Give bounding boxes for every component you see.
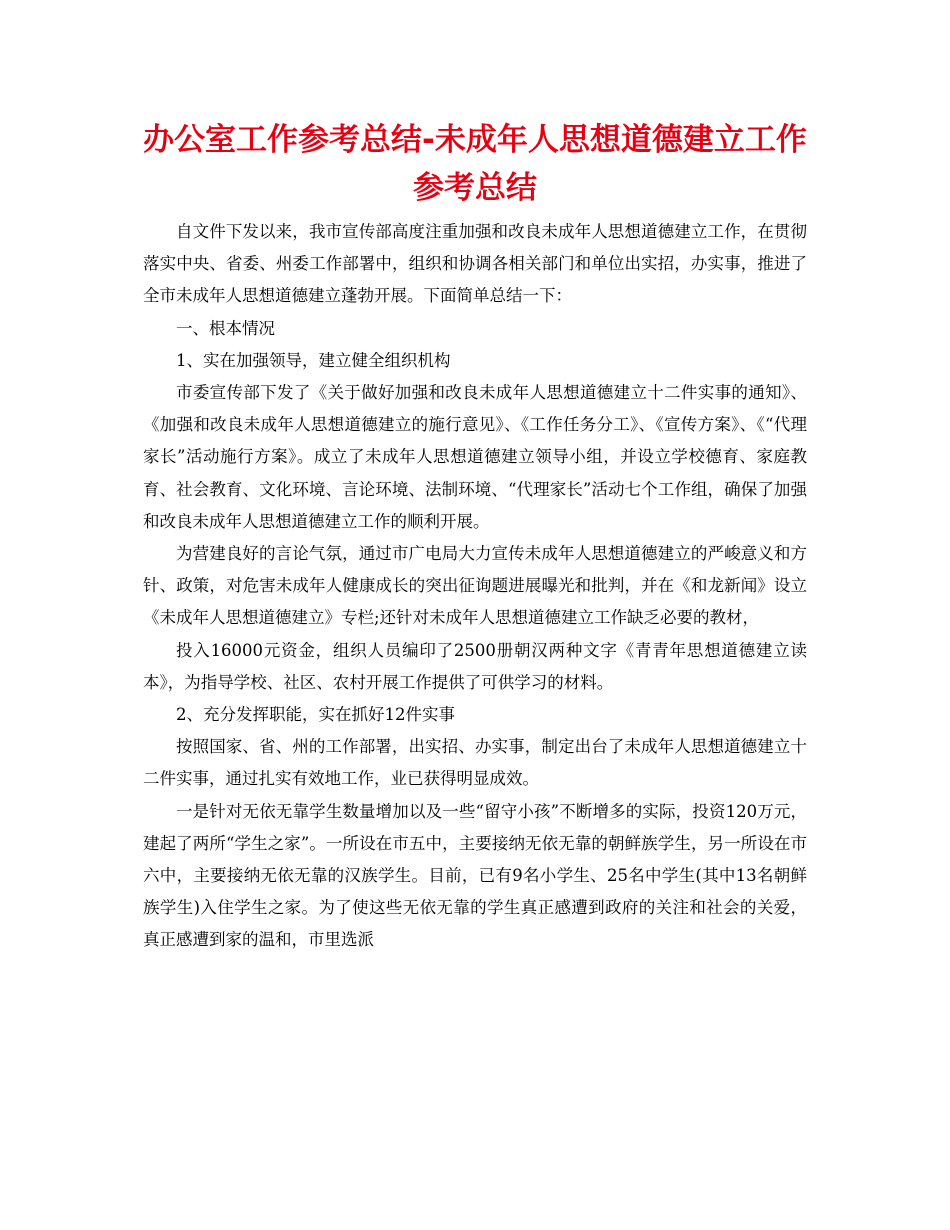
document-title — [143, 116, 807, 212]
document-page — [143, 116, 807, 957]
paragraph-organization: 市委宣传部下发了《关于做好加强和改良未成年人思想道德建立十二件实事的通知》、《加强和改良未成年人思想道德建立的施行意见》、《工作任务分工》、《宣传方案》、《“代理家长”活动施行方案》。成立了未成年人思想道德建立领导小组，并设立学校德育、家庭教育、社会教育、文化环境、言论环境、法制环境、“代理家长”活动七个工作组，确保了加强和改良未成年人思想道德建立工作的顺利开展。 — [143, 383, 807, 531]
paragraph-student-homes: 一是针对无依无靠学生数量增加以及一些“留守小孩”不断增多的实际，投资120万元，建起了两所“学生之家”。一所设在市五中，主要接纳无依无靠的朝鲜族学生，另一所设在市六中，主要接纳无依无靠的汉族学生。目前，已有9名小学生、25名中学生(其中13名朝鲜族学生)入住学生之家。为了使这些无依无靠的学生真正感遭到政府的关注和社会的关爱，真正感遭到家的温和，市里选派 — [143, 801, 807, 950]
document-body — [143, 216, 807, 957]
paragraph-publicity: 为营建良好的言论气氛，通过市广电局大力宣传未成年人思想道德建立的严峻意义和方针、政策，对危害未成年人健康成长的突出征询题进展曝光和批判，并在《和龙新闻》设立《未成年人思想道德建立》专栏;还针对未成年人思想道德建立工作缺乏必要的教材， — [143, 544, 807, 628]
paragraph-funding: 投入16000元资金，组织人员编印了2500册朝汉两种文字《青青年思想道德建立读本》，为指导学校、社区、农村开展工作提供了可供学习的材料。 — [143, 640, 807, 692]
subheading-leadership: 1、实在加强领导，建立健全组织机构 — [176, 350, 451, 370]
title-line-1: 办公室工作参考总结-未成年人思想道德建立工作 — [143, 122, 807, 158]
title-line-2: 参考总结 — [413, 170, 537, 206]
paragraph-intro: 自文件下发以来，我市宣传部高度注重加强和改良未成年人思想道德建立工作，在贯彻落实中央、省委、州委工作部署中，组织和协调各相关部门和单位出实招，办实事，推进了全市未成年人思想道德建立蓬勃开展。下面简单总结一下： — [143, 222, 807, 306]
paragraph-deployment: 按照国家、省、州的工作部署，出实招、办实事，制定出台了未成年人思想道德建立十二件实事，通过扎实有效地工作，业已获得明显成效。 — [143, 737, 807, 789]
subheading-twelve-tasks: 2、充分发挥职能，实在抓好12件实事 — [176, 705, 455, 725]
section-heading-basic-situation: 一、根本情况 — [176, 318, 275, 338]
